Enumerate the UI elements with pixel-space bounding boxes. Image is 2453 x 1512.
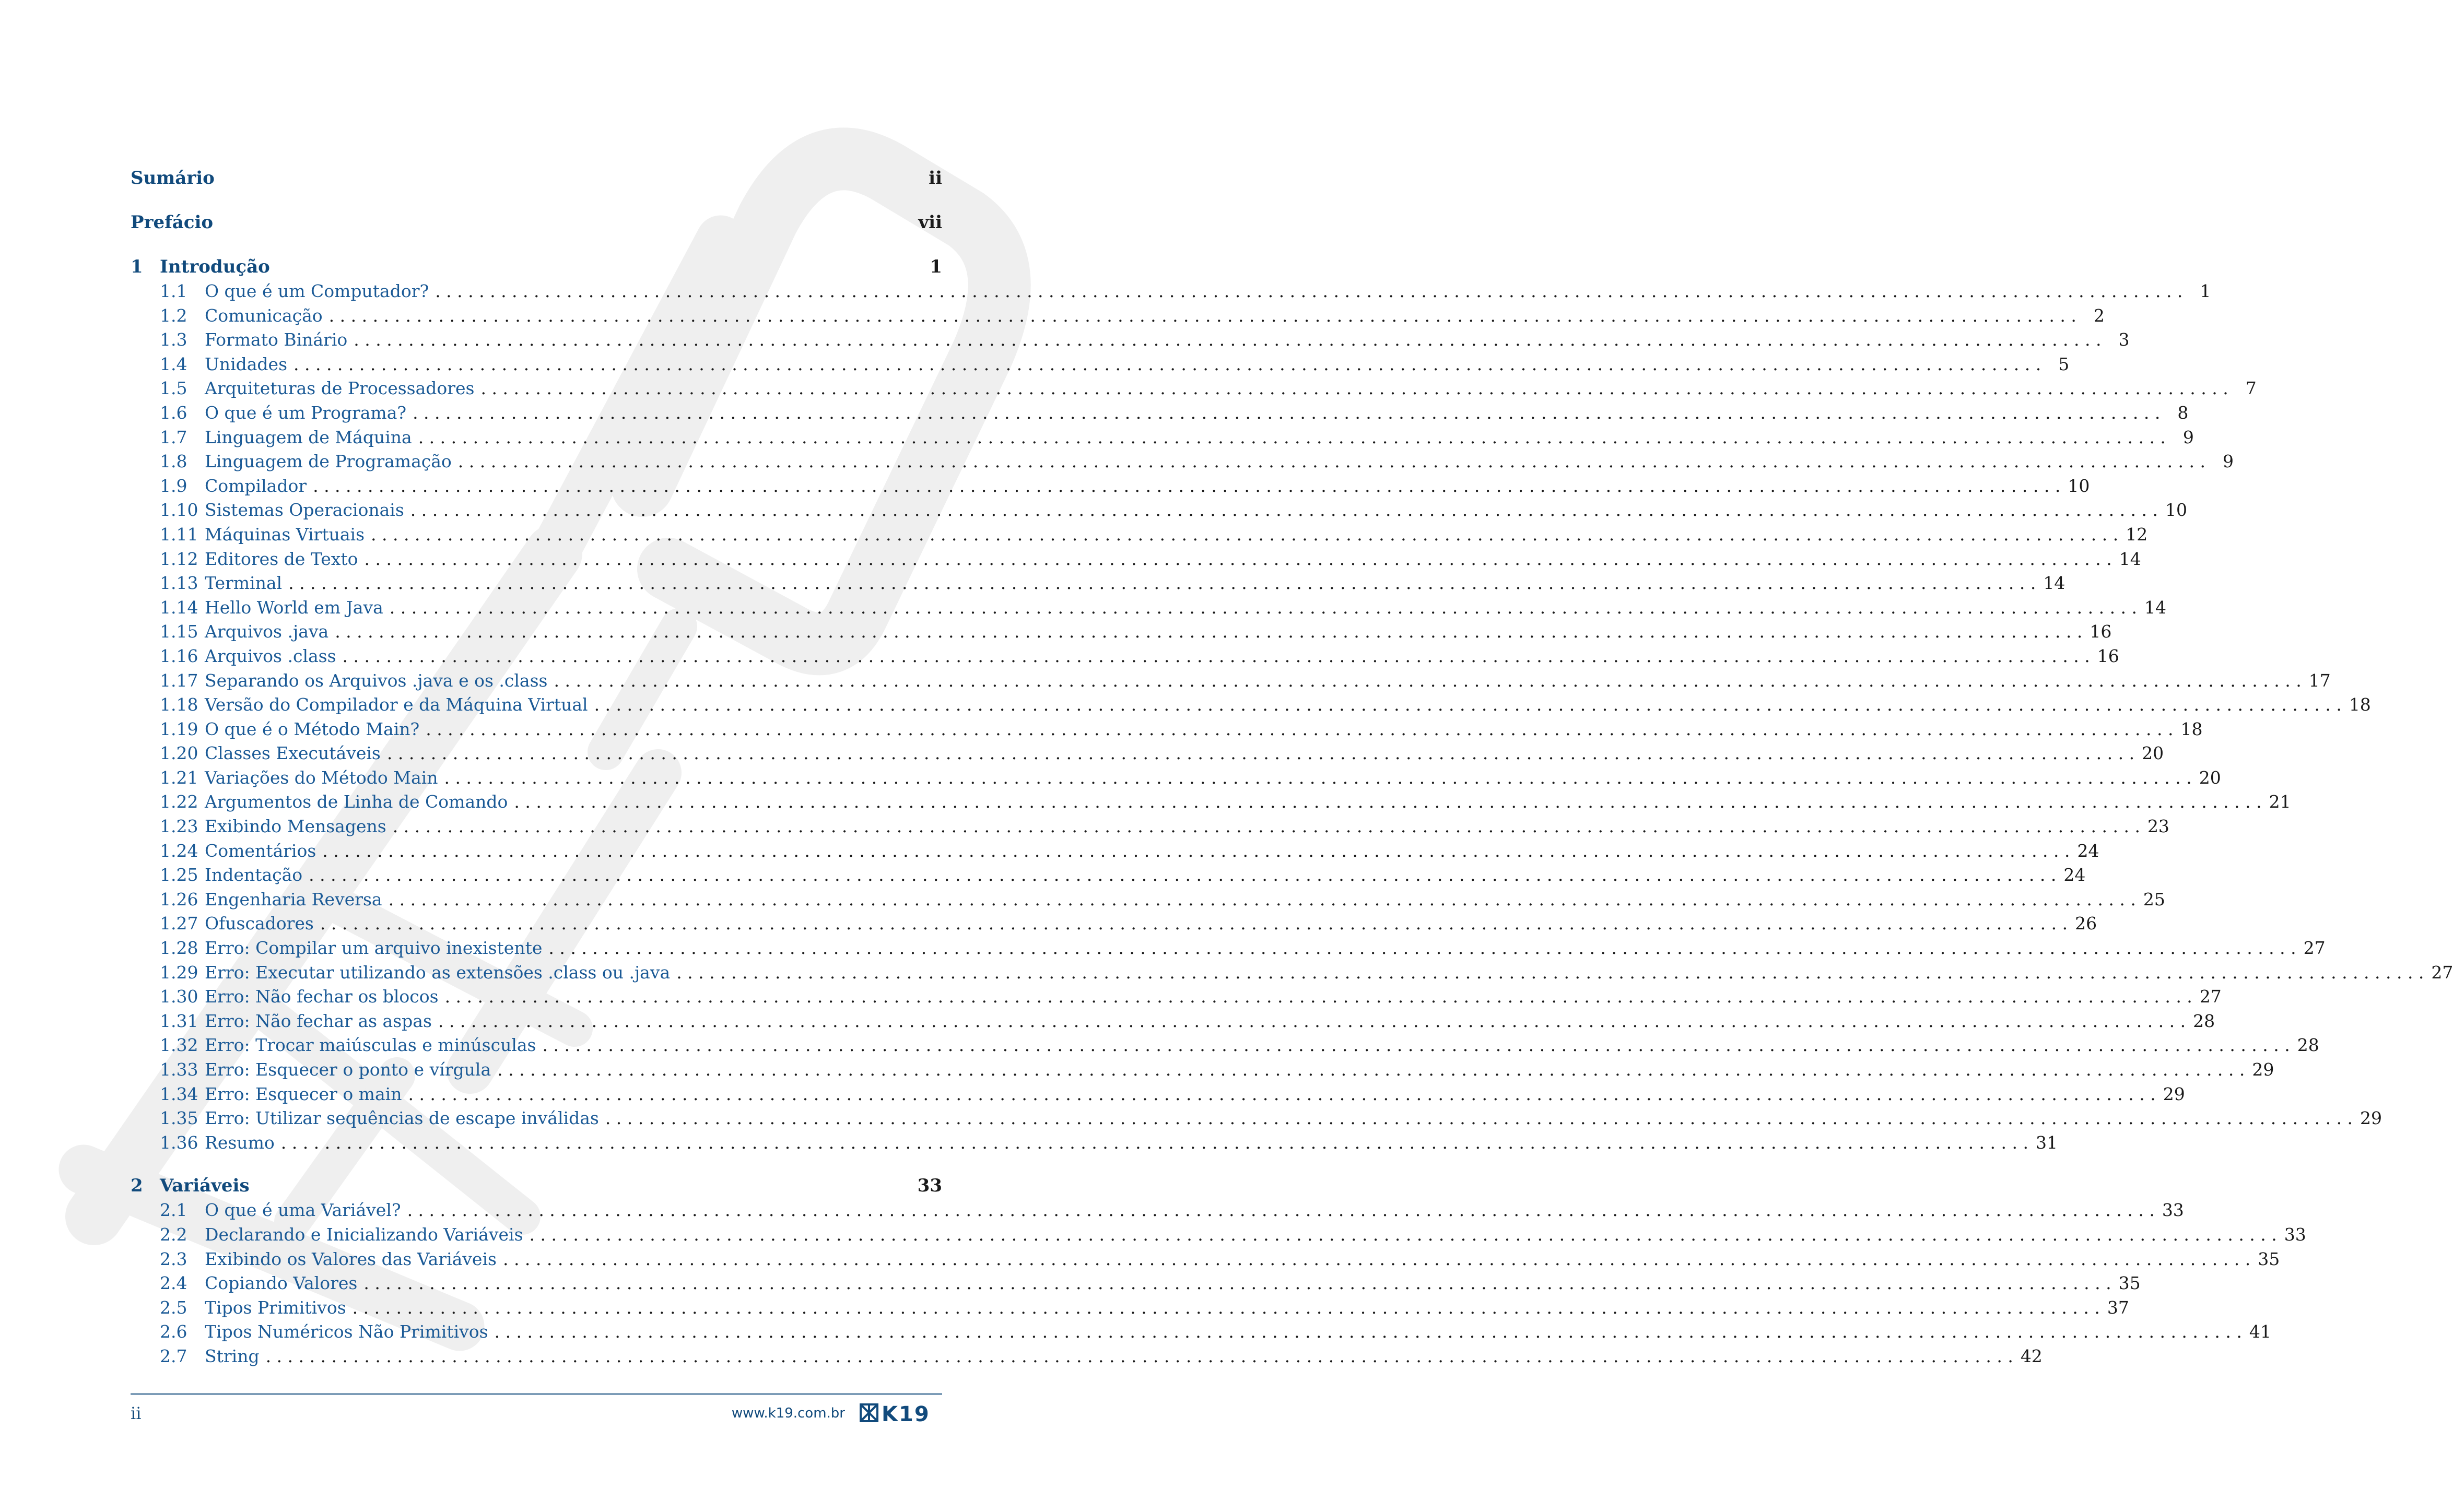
page-reference: 42 bbox=[2020, 1345, 2043, 1366]
page-reference: 33 bbox=[917, 1175, 942, 1197]
dot-leader: . . . . . . . . . . . . . . . . . . . . . . . . . . . . . . . . . . . . . . . . . . . . . . . . . . . . . . . . . . . . . . . . . . . . . . . . . . . . . . . . . . . . . . . . . . . . . . . . . . . . . . . . . . . . . . . . . . . . . . . . . . . . . . . . . . . . . . . . . . . . . . . . . . . . . . . . . . . . . . . . bbox=[408, 1083, 2156, 1104]
page-reference: 18 bbox=[2180, 718, 2203, 739]
section-entry[interactable] bbox=[131, 352, 2070, 377]
section-entry[interactable] bbox=[131, 547, 2141, 572]
section-title[interactable]: Compilador bbox=[205, 475, 307, 496]
dot-leader: . . . . . . . . . . . . . . . . . . . . . . . . . . . . . . . . . . . . . . . . . . . . . . . . . . . . . . . . . . . . . . . . . . . . . . . . . . . . . . . . . . . . . . . . . . . . . . . . . . . . . . . . . . . . . . . . . . . . . . . . . . . . . . . . . . . . . . . . . . . . . . . . . . . . . . . . . . . . . . . . bbox=[444, 767, 2192, 788]
dot-leader: . . . . . . . . . . . . . . . . . . . . . . . . . . . . . . . . . . . . . . . . . . . . . . . . . . . . . . . . . . . . . . . . . . . . . . . . . . . . . . . . . . . . . . . . . . . . . . . . . . . . . . . . . . . . . . . . . . . . . . . . . . . . . . . . . . . . . . . . . . . . . . . . . . . . . . . . . . . . . . . . bbox=[502, 1248, 2251, 1269]
section-title[interactable]: Erro: Utilizar sequências de escape inválidas bbox=[205, 1108, 599, 1129]
section-title[interactable]: Versão do Compilador e da Máquina Virtual bbox=[205, 694, 588, 715]
section-number: 2.5 bbox=[160, 1297, 187, 1318]
section-number: 1.15 bbox=[160, 621, 198, 642]
dot-leader: . . . . . . . . . . . . . . . . . . . . . . . . . . . . . . . . . . . . . . . . . . . . . . . . . . . . . . . . . . . . . . . . . . . . . . . . . . . . . . . . . . . . . . . . . . . . . . . . . . . . . . . . . . . . . . . . . . . . . . . . . . . . . . . . . . . . . . . . . . . . . . . . . . . . . . . . . . . . . . . . bbox=[322, 840, 2070, 861]
page-reference: 27 bbox=[2303, 938, 2326, 959]
section-entry[interactable] bbox=[131, 1009, 2215, 1034]
page-reference: 28 bbox=[2193, 1010, 2215, 1031]
dot-leader: . . . . . . . . . . . . . . . . . . . . . . . . . . . . . . . . . . . . . . . . . . . . . . . . . . . . . . . . . . . . . . . . . . . . . . . . . . . . . . . . . . . . . . . . . . . . . . . . . . . . . . . . . . . . . . . . . . . . . . . . . . . . . . . . . . . . . . . . . . . . . . . . . . . . . . . . . . . . . . . . bbox=[548, 938, 2296, 959]
section-number: 2.1 bbox=[160, 1200, 187, 1221]
dot-leader: . . . . . . . . . . . . . . . . . . . . . . . . . . . . . . . . . . . . . . . . . . . . . . . . . . . . . . . . . . . . . . . . . . . . . . . . . . . . . . . . . . . . . . . . . . . . . . . . . . . . . . . . . . . . . . . . . . . . . . . . . . . . . . . . . . . . . . . . . . . . . . . . . . . . . . . . . . . . . . . . bbox=[265, 1345, 2013, 1366]
dot-leader: . . . . . . . . . . . . . . . . . . . . . . . . . . . . . . . . . . . . . . . . . . . . . . . . . . . . . . . . . . . . . . . . . . . . . . . . . . . . . . . . . . . . . . . . . . . . . . . . . . . . . . . . . . . . . . . . . . . . . . . . . . . . . . . . . . . . . . . . . . . . . . . . . . . . . . . . . . . . . . . . bbox=[288, 573, 2036, 594]
section-number: 1.11 bbox=[160, 524, 198, 545]
section-title[interactable]: Comunicação bbox=[205, 305, 323, 326]
section-entry[interactable] bbox=[131, 304, 2105, 328]
section-entry[interactable] bbox=[131, 1223, 2306, 1247]
section-title[interactable]: O que é um Computador? bbox=[205, 281, 429, 301]
section-number: 1.12 bbox=[160, 548, 198, 569]
dot-leader: . . . . . . . . . . . . . . . . . . . . . . . . . . . . . . . . . . . . . . . . . . . . . . . . . . . . . . . . . . . . . . . . . . . . . . . . . . . . . . . . . . . . . . . . . . . . . . . . . . . . . . . . . . . . . . . . . . . . . . . . . . . . . . . . . . . . . . . . . . . . . . . . . . . . . . . . . . . . . . . . bbox=[320, 913, 2068, 934]
section-title[interactable]: Erro: Executar utilizando as extensões .class ou .java bbox=[205, 962, 671, 983]
section-number: 1.28 bbox=[160, 938, 198, 959]
page-reference: 14 bbox=[2043, 573, 2065, 594]
section-number: 1.5 bbox=[160, 378, 187, 399]
page-reference: 7 bbox=[2245, 378, 2257, 399]
section-entry[interactable] bbox=[131, 401, 2189, 426]
page-reference: 29 bbox=[2252, 1059, 2274, 1080]
dot-leader: . . . . . . . . . . . . . . . . . . . . . . . . . . . . . . . . . . . . . . . . . . . . . . . . . . . . . . . . . . . . . . . . . . . . . . . . . . . . . . . . . . . . . . . . . . . . . . . . . . . . . . . . . . . . . . . . . . . . . . . . . . . . . . . . . . . . . . . . . . . . . . . . . . . . . . . . . . . . . . . . bbox=[364, 548, 2112, 569]
section-number: 2.6 bbox=[160, 1321, 187, 1342]
section-number: 1.1 bbox=[160, 281, 187, 301]
dot-leader: . . . . . . . . . . . . . . . . . . . . . . . . . . . . . . . . . . . . . . . . . . . . . . . . . . . . . . . . . . . . . . . . . . . . . . . . . . . . . . . . . . . . . . . . . . . . . . . . . . . . . . . . . . . . . . . . . . . . . . . . . . . . . . . . . . . . . . . . . . . . . . . . . . . . . . . . . . . . . . . . bbox=[407, 1200, 2155, 1221]
section-entry[interactable] bbox=[131, 498, 2187, 523]
page-reference: 33 bbox=[2284, 1224, 2306, 1245]
section-entry[interactable] bbox=[131, 985, 2222, 1009]
section-title[interactable]: Classes Executáveis bbox=[205, 743, 381, 764]
dot-leader: . . . . . . . . . . . . . . . . . . . . . . . . . . . . . . . . . . . . . . . . . . . . . . . . . . . . . . . . . . . . . . . . . . . . . . . . . . . . . . . . . . . . . . . . . . . . . . . . . . . . . . . . . . . . . . . . . . . . . . . . . . . . . . . . . . . . . . . . . . . . . . . . . . . . . . . . . . . . . . . . bbox=[542, 1035, 2290, 1056]
section-entry[interactable] bbox=[131, 474, 2090, 499]
section-entry[interactable] bbox=[131, 961, 2453, 985]
section-number: 1.8 bbox=[160, 451, 187, 472]
dot-leader: . . . . . . . . . . . . . . . . . . . . . . . . . . . . . . . . . . . . . . . . . . . . . . . . . . . . . . . . . . . . . . . . . . . . . . . . . . . . . . . . . . . . . . . . . . . . . . . . . . . . . . . . . . . . . . . . . . . . . . . . . . . . . . . . . . . . . . . . . . . . . . . . . . . . . . . . . . . . . . . . bbox=[342, 645, 2090, 666]
dot-leader: . . . . . . . . . . . . . . . . . . . . . . . . . . . . . . . . . . . . . . . . . . . . . . . . . . . . . . . . . . . . . . . . . . . . . . . . . . . . . . . . . . . . . . . . . . . . . . . . . . . . . . . . . . . . . . . . . . . . . . . . . . . . . . . . . . . . . . . . . . . . . . . . . . . . . . . . . . . . . . . . bbox=[418, 427, 2166, 447]
page-reference: 16 bbox=[2090, 621, 2112, 642]
dot-leader: . . . . . . . . . . . . . . . . . . . . . . . . . . . . . . . . . . . . . . . . . . . . . . . . . . . . . . . . . . . . . . . . . . . . . . . . . . . . . . . . . . . . . . . . . . . . . . . . . . . . . . . . . . . . . . . . . . . . . . . . . . . . . . . . . . . . . . . . . . . . . . . . . . . . . . . . . . . . . . . . bbox=[605, 1108, 2353, 1129]
page-reference: 10 bbox=[2165, 500, 2187, 521]
page-reference: 8 bbox=[2177, 402, 2189, 423]
page-reference: 5 bbox=[2058, 353, 2070, 374]
section-title[interactable]: Formato Binário bbox=[205, 329, 348, 350]
section-number: 1.23 bbox=[160, 816, 198, 837]
section-title[interactable]: Declarando e Inicializando Variáveis bbox=[205, 1224, 523, 1245]
page-reference: 17 bbox=[2308, 670, 2331, 691]
dot-leader: . . . . . . . . . . . . . . . . . . . . . . . . . . . . . . . . . . . . . . . . . . . . . . . . . . . . . . . . . . . . . . . . . . . . . . . . . . . . . . . . . . . . . . . . . . . . . . . . . . . . . . . . . . . . . . . . . . . . . . . . . . . . . . . . . . . . . . . . . . . . . . . . . . . . . . . . . . . . . . . . bbox=[435, 281, 2183, 301]
page-reference: 12 bbox=[2126, 524, 2148, 545]
dot-leader: . . . . . . . . . . . . . . . . . . . . . . . . . . . . . . . . . . . . . . . . . . . . . . . . . . . . . . . . . . . . . . . . . . . . . . . . . . . . . . . . . . . . . . . . . . . . . . . . . . . . . . . . . . . . . . . . . . . . . . . . . . . . . . . . . . . . . . . . . . . . . . . . . . . . . . . . . . . . . . . . bbox=[335, 621, 2083, 642]
page-reference: 9 bbox=[2223, 451, 2234, 472]
section-entry[interactable] bbox=[131, 596, 2167, 620]
chapter-entry[interactable] bbox=[131, 255, 942, 279]
page-reference: 29 bbox=[2163, 1083, 2185, 1104]
dot-leader: . . . . . . . . . . . . . . . . . . . . . . . . . . . . . . . . . . . . . . . . . . . . . . . . . . . . . . . . . . . . . . . . . . . . . . . . . . . . . . . . . . . . . . . . . . . . . . . . . . . . . . . . . . . . . . . . . . . . . . . . . . . . . . . . . . . . . . . . . . . . . . . . . . . . . . . . . . . . . . . . bbox=[529, 1224, 2277, 1245]
svg-text:K19: K19 bbox=[882, 1402, 930, 1426]
chapter-title[interactable]: Variáveis bbox=[160, 1175, 250, 1197]
section-title[interactable]: Copiando Valores bbox=[205, 1273, 358, 1294]
page-reference: 21 bbox=[2269, 792, 2291, 812]
dot-leader: . . . . . . . . . . . . . . . . . . . . . . . . . . . . . . . . . . . . . . . . . . . . . . . . . . . . . . . . . . . . . . . . . . . . . . . . . . . . . . . . . . . . . . . . . . . . . . . . . . . . . . . . . . . . . . . . . . . . . . . . . . . . . . . . . . . . . . . . . . . . . . . . . . . . . . . . . . . . . . . . bbox=[386, 743, 2135, 764]
section-title[interactable]: Resumo bbox=[205, 1132, 275, 1153]
section-number: 2.3 bbox=[160, 1248, 187, 1269]
section-title[interactable]: Ofuscadores bbox=[205, 913, 314, 934]
section-title[interactable]: Variações do Método Main bbox=[205, 767, 438, 788]
section-entry[interactable] bbox=[131, 741, 2164, 766]
section-number: 1.26 bbox=[160, 889, 198, 909]
section-number: 1.10 bbox=[160, 500, 198, 521]
section-title[interactable]: Exibindo os Valores das Variáveis bbox=[205, 1248, 497, 1269]
section-entry[interactable] bbox=[131, 523, 2148, 547]
chapter-gap bbox=[131, 1155, 942, 1174]
page-reference: 3 bbox=[2118, 329, 2130, 350]
page-reference: 1 bbox=[2200, 281, 2211, 301]
dot-leader: . . . . . . . . . . . . . . . . . . . . . . . . . . . . . . . . . . . . . . . . . . . . . . . . . . . . . . . . . . . . . . . . . . . . . . . . . . . . . . . . . . . . . . . . . . . . . . . . . . . . . . . . . . . . . . . . . . . . . . . . . . . . . . . . . . . . . . . . . . . . . . . . . . . . . . . . . . . . . . . . bbox=[294, 353, 2041, 374]
page-reference: 24 bbox=[2077, 840, 2099, 861]
section-title[interactable]: Erro: Esquecer o ponto e vírgula bbox=[205, 1059, 491, 1080]
page-reference: 10 bbox=[2068, 475, 2090, 496]
section-title[interactable]: Terminal bbox=[205, 573, 283, 594]
section-entry[interactable] bbox=[131, 839, 2099, 864]
page-reference: 26 bbox=[2075, 913, 2097, 934]
section-entry[interactable] bbox=[131, 814, 2169, 839]
section-title[interactable]: Arquiteturas de Processadores bbox=[205, 378, 475, 399]
section-number: 1.24 bbox=[160, 840, 198, 861]
page-reference: 16 bbox=[2097, 645, 2119, 666]
section-number: 1.20 bbox=[160, 743, 198, 764]
section-title[interactable]: Comentários bbox=[205, 840, 316, 861]
section-title[interactable]: String bbox=[205, 1345, 260, 1366]
section-entry[interactable] bbox=[131, 766, 2221, 790]
page-reference: 14 bbox=[2144, 597, 2167, 618]
section-number: 1.13 bbox=[160, 573, 198, 594]
section-title[interactable]: Separando os Arquivos .java e os .class bbox=[205, 670, 548, 691]
section-entry[interactable] bbox=[131, 790, 2291, 814]
section-number: 1.36 bbox=[160, 1132, 198, 1153]
section-number: 1.21 bbox=[160, 767, 198, 788]
dot-leader: . . . . . . . . . . . . . . . . . . . . . . . . . . . . . . . . . . . . . . . . . . . . . . . . . . . . . . . . . . . . . . . . . . . . . . . . . . . . . . . . . . . . . . . . . . . . . . . . . . . . . . . . . . . . . . . . . . . . . . . . . . . . . . . . . . . . . . . . . . . . . . . . . . . . . . . . . . . . . . . . bbox=[494, 1321, 2242, 1342]
section-entry[interactable] bbox=[131, 1131, 2058, 1155]
section-entry[interactable] bbox=[131, 328, 2130, 352]
section-title[interactable]: Erro: Compilar um arquivo inexistente bbox=[205, 938, 543, 959]
page-reference: 41 bbox=[2249, 1321, 2271, 1342]
section-title[interactable]: Tipos Primitivos bbox=[205, 1297, 346, 1318]
section-number: 1.16 bbox=[160, 645, 198, 666]
section-entry[interactable] bbox=[131, 936, 2326, 961]
front-matter-list bbox=[131, 166, 942, 235]
page-reference: 28 bbox=[2297, 1035, 2319, 1056]
section-number: 1.6 bbox=[160, 402, 187, 423]
section-number: 2.7 bbox=[160, 1345, 187, 1366]
chapter-block bbox=[131, 1174, 2306, 1368]
section-entry[interactable] bbox=[131, 426, 2194, 450]
page-reference: 27 bbox=[2431, 962, 2453, 983]
section-entry[interactable] bbox=[131, 571, 2065, 596]
dot-leader: . . . . . . . . . . . . . . . . . . . . . . . . . . . . . . . . . . . . . . . . . . . . . . . . . . . . . . . . . . . . . . . . . . . . . . . . . . . . . . . . . . . . . . . . . . . . . . . . . . . . . . . . . . . . . . . . . . . . . . . . . . . . . . . . . . . . . . . . . . . . . . . . . . . . . . . . . . . . . . . . bbox=[676, 962, 2424, 983]
section-title[interactable]: Arquivos .class bbox=[205, 645, 336, 666]
dot-leader: . . . . . . . . . . . . . . . . . . . . . . . . . . . . . . . . . . . . . . . . . . . . . . . . . . . . . . . . . . . . . . . . . . . . . . . . . . . . . . . . . . . . . . . . . . . . . . . . . . . . . . . . . . . . . . . . . . . . . . . . . . . . . . . . . . . . . . . . . . . . . . . . . . . . . . . . . . . . . . . . bbox=[354, 329, 2102, 350]
dot-leader: . . . . . . . . . . . . . . . . . . . . . . . . . . . . . . . . . . . . . . . . . . . . . . . . . . . . . . . . . . . . . . . . . . . . . . . . . . . . . . . . . . . . . . . . . . . . . . . . . . . . . . . . . . . . . . . . . . . . . . . . . . . . . . . . . . . . . . . . . . . . . . . . . . . . . . . . . . . . . . . . bbox=[457, 451, 2205, 472]
dot-leader: . . . . . . . . . . . . . . . . . . . . . . . . . . . . . . . . . . . . . . . . . . . . . . . . . . . . . . . . . . . . . . . . . . . . . . . . . . . . . . . . . . . . . . . . . . . . . . . . . . . . . . . . . . . . . . . . . . . . . . . . . . . . . . . . . . . . . . . . . . . . . . . . . . . . . . . . . . . . . . . . bbox=[389, 597, 2138, 618]
chapter-title[interactable]: Introdução bbox=[160, 256, 270, 277]
section-title[interactable]: Arquivos .java bbox=[205, 621, 329, 642]
dot-leader: . . . . . . . . . . . . . . . . . . . . . . . . . . . . . . . . . . . . . . . . . . . . . . . . . . . . . . . . . . . . . . . . . . . . . . . . . . . . . . . . . . . . . . . . . . . . . . . . . . . . . . . . . . . . . . . . . . . . . . . . . . . . . . . . . . . . . . . . . . . . . . . . . . . . . . . . . . . . . . . . bbox=[413, 402, 2161, 423]
section-entry[interactable] bbox=[131, 669, 2331, 693]
dot-leader: . . . . . . . . . . . . . . . . . . . . . . . . . . . . . . . . . . . . . . . . . . . . . . . . . . . . . . . . . . . . . . . . . . . . . . . . . . . . . . . . . . . . . . . . . . . . . . . . . . . . . . . . . . . . . . . . . . . . . . . . . . . . . . . . . . . . . . . . . . . . . . . . . . . . . . . . . . . . . . . . bbox=[497, 1059, 2245, 1080]
dot-leader: . . . . . . . . . . . . . . . . . . . . . . . . . . . . . . . . . . . . . . . . . . . . . . . . . . . . . . . . . . . . . . . . . . . . . . . . . . . . . . . . . . . . . . . . . . . . . . . . . . . . . . . . . . . . . . . . . . . . . . . . . . . . . . . . . . . . . . . . . . . . . . . . . . . . . . . . . . . . . . . . bbox=[444, 986, 2192, 1007]
page-reference: 20 bbox=[2199, 767, 2221, 788]
page-reference: 35 bbox=[2258, 1248, 2280, 1269]
chapter-number: 2 bbox=[131, 1175, 143, 1197]
page-reference: 20 bbox=[2142, 743, 2164, 764]
section-entry[interactable] bbox=[131, 1033, 2319, 1058]
section-entry[interactable] bbox=[131, 1344, 2043, 1369]
page-reference: vii bbox=[918, 212, 942, 233]
section-entry[interactable] bbox=[131, 888, 2165, 912]
section-number: 1.32 bbox=[160, 1035, 198, 1056]
section-title[interactable]: Argumentos de Linha de Comando bbox=[205, 792, 508, 812]
section-title[interactable]: Exibindo Mensagens bbox=[205, 816, 386, 837]
section-number: 2.4 bbox=[160, 1273, 187, 1294]
section-title[interactable]: Erro: Esquecer o main bbox=[205, 1083, 402, 1104]
section-entry[interactable] bbox=[131, 1198, 2184, 1223]
chapter-block bbox=[131, 255, 2453, 1155]
section-number: 1.29 bbox=[160, 962, 198, 983]
page-reference: 35 bbox=[2118, 1273, 2141, 1294]
section-entry[interactable] bbox=[131, 1058, 2274, 1082]
page-reference: 1 bbox=[930, 256, 942, 277]
front-matter-entry[interactable] bbox=[131, 210, 942, 235]
section-entry[interactable] bbox=[131, 279, 2211, 304]
section-title[interactable]: Tipos Numéricos Não Primitivos bbox=[205, 1321, 488, 1342]
section-title[interactable]: O que é um Programa? bbox=[205, 402, 407, 423]
section-title[interactable]: Máquinas Virtuais bbox=[205, 524, 365, 545]
section-number: 2.2 bbox=[160, 1224, 187, 1245]
dot-leader: . . . . . . . . . . . . . . . . . . . . . . . . . . . . . . . . . . . . . . . . . . . . . . . . . . . . . . . . . . . . . . . . . . . . . . . . . . . . . . . . . . . . . . . . . . . . . . . . . . . . . . . . . . . . . . . . . . . . . . . . . . . . . . . . . . . . . . . . . . . . . . . . . . . . . . . . . . . . . . . . bbox=[309, 865, 2057, 885]
section-title[interactable]: Engenharia Reversa bbox=[205, 889, 382, 909]
section-entry[interactable] bbox=[131, 912, 2097, 936]
front-matter-title[interactable]: Sumário bbox=[131, 168, 215, 188]
page-reference: 23 bbox=[2147, 816, 2169, 837]
section-number: 1.22 bbox=[160, 792, 198, 812]
section-number: 1.34 bbox=[160, 1083, 198, 1104]
footer-divider bbox=[131, 1393, 942, 1395]
page-reference: 18 bbox=[2349, 694, 2371, 715]
section-entry[interactable] bbox=[131, 376, 2257, 401]
page-reference: 2 bbox=[2093, 305, 2105, 326]
section-title[interactable]: Erro: Não fechar as aspas bbox=[205, 1010, 432, 1031]
page-reference: 33 bbox=[2162, 1200, 2184, 1221]
dot-leader: . . . . . . . . . . . . . . . . . . . . . . . . . . . . . . . . . . . . . . . . . . . . . . . . . . . . . . . . . . . . . . . . . . . . . . . . . . . . . . . . . . . . . . . . . . . . . . . . . . . . . . . . . . . . . . . . . . . . . . . . . . . . . . . . . . . . . . . . . . . . . . . . . . . . . . . . . . . . . . . . bbox=[480, 378, 2228, 399]
k19-logo-icon bbox=[860, 1402, 942, 1426]
section-number: 1.4 bbox=[160, 353, 187, 374]
section-entry[interactable] bbox=[131, 1320, 2271, 1344]
section-entry[interactable] bbox=[131, 1106, 2382, 1131]
section-title[interactable]: Indentação bbox=[205, 865, 303, 885]
page-reference: 31 bbox=[2035, 1132, 2058, 1153]
section-number: 1.30 bbox=[160, 986, 198, 1007]
front-matter-entry[interactable] bbox=[131, 166, 942, 191]
dot-leader: . . . . . . . . . . . . . . . . . . . . . . . . . . . . . . . . . . . . . . . . . . . . . . . . . . . . . . . . . . . . . . . . . . . . . . . . . . . . . . . . . . . . . . . . . . . . . . . . . . . . . . . . . . . . . . . . . . . . . . . . . . . . . . . . . . . . . . . . . . . . . . . . . . . . . . . . . . . . . . . . bbox=[363, 1273, 2111, 1294]
section-entry[interactable] bbox=[131, 717, 2203, 742]
section-entry[interactable] bbox=[131, 863, 2086, 888]
page-reference: 24 bbox=[2063, 865, 2086, 885]
footer-url-link[interactable]: www.k19.com.br bbox=[731, 1405, 845, 1421]
section-number: 1.27 bbox=[160, 913, 198, 934]
dot-leader: . . . . . . . . . . . . . . . . . . . . . . . . . . . . . . . . . . . . . . . . . . . . . . . . . . . . . . . . . . . . . . . . . . . . . . . . . . . . . . . . . . . . . . . . . . . . . . . . . . . . . . . . . . . . . . . . . . . . . . . . . . . . . . . . . . . . . . . . . . . . . . . . . . . . . . . . . . . . . . . . bbox=[352, 1297, 2100, 1318]
section-number: 1.9 bbox=[160, 475, 187, 496]
dot-leader: . . . . . . . . . . . . . . . . . . . . . . . . . . . . . . . . . . . . . . . . . . . . . . . . . . . . . . . . . . . . . . . . . . . . . . . . . . . . . . . . . . . . . . . . . . . . . . . . . . . . . . . . . . . . . . . . . . . . . . . . . . . . . . . . . . . . . . . . . . . . . . . . . . . . . . . . . . . . . . . . bbox=[313, 475, 2061, 496]
section-number: 1.7 bbox=[160, 427, 187, 447]
section-number: 1.25 bbox=[160, 865, 198, 885]
dot-leader: . . . . . . . . . . . . . . . . . . . . . . . . . . . . . . . . . . . . . . . . . . . . . . . . . . . . . . . . . . . . . . . . . . . . . . . . . . . . . . . . . . . . . . . . . . . . . . . . . . . . . . . . . . . . . . . . . . . . . . . . . . . . . . . . . . . . . . . . . . . . . . . . . . . . . . . . . . . . . . . . bbox=[410, 500, 2158, 521]
section-title[interactable]: Erro: Trocar maiúsculas e minúsculas bbox=[205, 1035, 536, 1056]
section-number: 1.35 bbox=[160, 1108, 198, 1129]
footer-page-number: ii bbox=[131, 1403, 142, 1423]
section-title[interactable]: Linguagem de Programação bbox=[205, 451, 452, 472]
dot-leader: . . . . . . . . . . . . . . . . . . . . . . . . . . . . . . . . . . . . . . . . . . . . . . . . . . . . . . . . . . . . . . . . . . . . . . . . . . . . . . . . . . . . . . . . . . . . . . . . . . . . . . . . . . . . . . . . . . . . . . . . . . . . . . . . . . . . . . . . . . . . . . . . . . . . . . . . . . . . . . . . bbox=[280, 1132, 2028, 1153]
dot-leader: . . . . . . . . . . . . . . . . . . . . . . . . . . . . . . . . . . . . . . . . . . . . . . . . . . . . . . . . . . . . . . . . . . . . . . . . . . . . . . . . . . . . . . . . . . . . . . . . . . . . . . . . . . . . . . . . . . . . . . . . . . . . . . . . . . . . . . . . . . . . . . . . . . . . . . . . . . . . . . . . bbox=[371, 524, 2119, 545]
section-title[interactable]: Hello World em Java bbox=[205, 597, 383, 618]
page-reference: 25 bbox=[2143, 889, 2165, 909]
section-entry[interactable] bbox=[131, 1296, 2129, 1320]
section-title[interactable]: Sistemas Operacionais bbox=[205, 500, 404, 521]
chapters-list bbox=[131, 255, 2453, 1369]
section-entry[interactable] bbox=[131, 644, 2119, 669]
section-number: 1.19 bbox=[160, 718, 198, 739]
section-entry[interactable] bbox=[131, 620, 2112, 644]
dot-leader: . . . . . . . . . . . . . . . . . . . . . . . . . . . . . . . . . . . . . . . . . . . . . . . . . . . . . . . . . . . . . . . . . . . . . . . . . . . . . . . . . . . . . . . . . . . . . . . . . . . . . . . . . . . . . . . . . . . . . . . . . . . . . . . . . . . . . . . . . . . . . . . . . . . . . . . . . . . . . . . . bbox=[438, 1010, 2186, 1031]
section-number: 1.17 bbox=[160, 670, 198, 691]
dot-leader: . . . . . . . . . . . . . . . . . . . . . . . . . . . . . . . . . . . . . . . . . . . . . . . . . . . . . . . . . . . . . . . . . . . . . . . . . . . . . . . . . . . . . . . . . . . . . . . . . . . . . . . . . . . . . . . . . . . . . . . . . . . . . . . . . . . . . . . . . . . . . . . . . . . . . . . . . . . . . . . . bbox=[554, 670, 2302, 691]
dot-leader: . . . . . . . . . . . . . . . . . . . . . . . . . . . . . . . . . . . . . . . . . . . . . . . . . . . . . . . . . . . . . . . . . . . . . . . . . . . . . . . . . . . . . . . . . . . . . . . . . . . . . . . . . . . . . . . . . . . . . . . . . . . . . . . . . . . . . . . . . . . . . . . . . . . . . . . . . . . . . . . . bbox=[392, 816, 2140, 837]
page-reference: 37 bbox=[2107, 1297, 2129, 1318]
section-entry[interactable] bbox=[131, 1082, 2185, 1107]
table-of-contents bbox=[131, 166, 2453, 1369]
section-title[interactable]: Unidades bbox=[205, 353, 288, 374]
dot-leader: . . . . . . . . . . . . . . . . . . . . . . . . . . . . . . . . . . . . . . . . . . . . . . . . . . . . . . . . . . . . . . . . . . . . . . . . . . . . . . . . . . . . . . . . . . . . . . . . . . . . . . . . . . . . . . . . . . . . . . . . . . . . . . . . . . . . . . . . . . . . . . . . . . . . . . . . . . . . . . . . bbox=[328, 305, 2076, 326]
chapter-number: 1 bbox=[131, 256, 143, 277]
dot-leader: . . . . . . . . . . . . . . . . . . . . . . . . . . . . . . . . . . . . . . . . . . . . . . . . . . . . . . . . . . . . . . . . . . . . . . . . . . . . . . . . . . . . . . . . . . . . . . . . . . . . . . . . . . . . . . . . . . . . . . . . . . . . . . . . . . . . . . . . . . . . . . . . . . . . . . . . . . . . . . . . bbox=[426, 718, 2174, 739]
section-title[interactable]: O que é o Método Main? bbox=[205, 718, 420, 739]
section-title[interactable]: Editores de Texto bbox=[205, 548, 358, 569]
section-entry[interactable] bbox=[131, 693, 2371, 717]
section-number: 1.31 bbox=[160, 1010, 198, 1031]
section-entry[interactable] bbox=[131, 1271, 2141, 1296]
page-reference: 27 bbox=[2199, 986, 2222, 1007]
page-reference: 29 bbox=[2360, 1108, 2382, 1129]
section-entry[interactable] bbox=[131, 1247, 2280, 1272]
section-entry[interactable] bbox=[131, 450, 2234, 474]
section-number: 1.3 bbox=[160, 329, 187, 350]
dot-leader: . . . . . . . . . . . . . . . . . . . . . . . . . . . . . . . . . . . . . . . . . . . . . . . . . . . . . . . . . . . . . . . . . . . . . . . . . . . . . . . . . . . . . . . . . . . . . . . . . . . . . . . . . . . . . . . . . . . . . . . . . . . . . . . . . . . . . . . . . . . . . . . . . . . . . . . . . . . . . . . . bbox=[514, 792, 2262, 812]
dot-leader: . . . . . . . . . . . . . . . . . . . . . . . . . . . . . . . . . . . . . . . . . . . . . . . . . . . . . . . . . . . . . . . . . . . . . . . . . . . . . . . . . . . . . . . . . . . . . . . . . . . . . . . . . . . . . . . . . . . . . . . . . . . . . . . . . . . . . . . . . . . . . . . . . . . . . . . . . . . . . . . . bbox=[388, 889, 2136, 909]
chapter-entry[interactable] bbox=[131, 1174, 942, 1198]
section-title[interactable]: Erro: Não fechar os blocos bbox=[205, 986, 439, 1007]
page-reference: 9 bbox=[2182, 427, 2194, 447]
page-reference: 14 bbox=[2119, 548, 2141, 569]
section-title[interactable]: O que é uma Variável? bbox=[205, 1200, 401, 1221]
section-number: 1.18 bbox=[160, 694, 198, 715]
section-number: 1.2 bbox=[160, 305, 187, 326]
section-number: 1.33 bbox=[160, 1059, 198, 1080]
front-matter-title[interactable]: Prefácio bbox=[131, 212, 214, 233]
section-number: 1.14 bbox=[160, 597, 198, 618]
section-title[interactable]: Linguagem de Máquina bbox=[205, 427, 412, 447]
page-reference: ii bbox=[929, 168, 942, 188]
dot-leader: . . . . . . . . . . . . . . . . . . . . . . . . . . . . . . . . . . . . . . . . . . . . . . . . . . . . . . . . . . . . . . . . . . . . . . . . . . . . . . . . . . . . . . . . . . . . . . . . . . . . . . . . . . . . . . . . . . . . . . . . . . . . . . . . . . . . . . . . . . . . . . . . . . . . . . . . . . . . . . . . bbox=[594, 694, 2342, 715]
